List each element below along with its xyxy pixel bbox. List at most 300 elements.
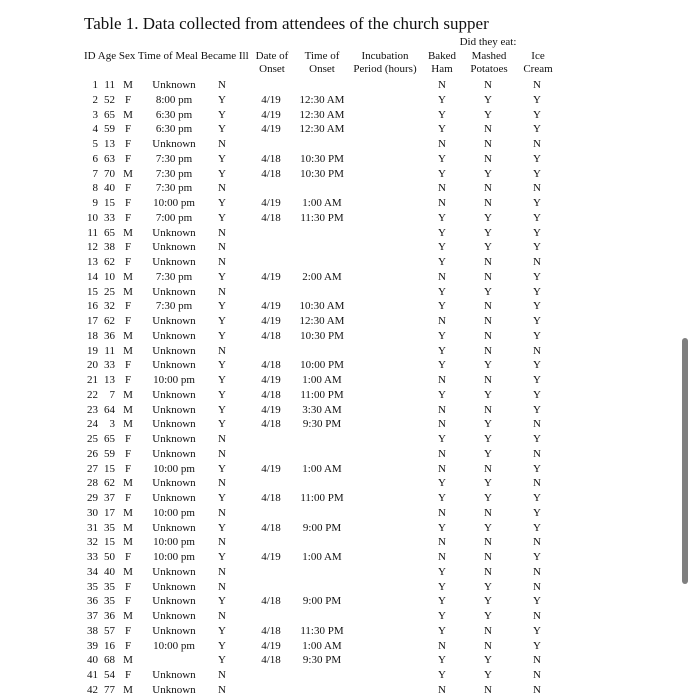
cell-mashed-potatoes: Y bbox=[484, 595, 492, 608]
cell-time-of-meal: 10:00 pm bbox=[153, 197, 195, 209]
cell-age: 3 bbox=[109, 418, 115, 431]
cell-ice-cream: N bbox=[533, 580, 541, 593]
cell-mashed-potatoes: N bbox=[484, 374, 492, 386]
cell-became-ill: N bbox=[218, 610, 226, 622]
cell-time-of-onset: 9:00 PM bbox=[302, 595, 342, 608]
cell-became-ill: N bbox=[218, 447, 226, 460]
cell-date-of-onset: 4/18 bbox=[261, 388, 281, 401]
cell-id: 26 bbox=[87, 447, 98, 460]
cell-baked-ham: N bbox=[438, 683, 446, 696]
table-row bbox=[0, 535, 694, 550]
cell-sex: F bbox=[124, 595, 132, 608]
cell-ice-cream: N bbox=[533, 565, 541, 578]
cell-age: 77 bbox=[104, 683, 115, 696]
cell-date-of-onset: 4/19 bbox=[261, 108, 281, 121]
cell-date-of-onset: 4/18 bbox=[261, 167, 281, 180]
cell-age: 35 bbox=[104, 595, 115, 608]
table-row bbox=[0, 653, 694, 668]
cell-age: 52 bbox=[104, 93, 115, 106]
cell-baked-ham: Y bbox=[438, 433, 446, 445]
cell-mashed-potatoes: Y bbox=[484, 388, 492, 401]
cell-mashed-potatoes: Y bbox=[484, 241, 492, 254]
cell-age: 7 bbox=[109, 388, 115, 401]
header-ice-cream: Ice Cream bbox=[523, 50, 553, 75]
cell-mashed-potatoes: Y bbox=[484, 669, 492, 681]
cell-baked-ham: Y bbox=[438, 285, 446, 298]
table-row bbox=[0, 594, 694, 609]
cell-mashed-potatoes: Y bbox=[484, 433, 492, 445]
cell-id: 6 bbox=[92, 152, 98, 165]
cell-id: 14 bbox=[87, 270, 98, 283]
cell-age: 50 bbox=[104, 551, 115, 563]
cell-id: 34 bbox=[87, 565, 98, 578]
cell-baked-ham: Y bbox=[438, 256, 446, 268]
cell-date-of-onset: 4/19 bbox=[261, 639, 281, 652]
cell-mashed-potatoes: Y bbox=[484, 492, 492, 504]
cell-baked-ham: Y bbox=[438, 93, 446, 106]
cell-became-ill: Y bbox=[218, 521, 226, 534]
cell-mashed-potatoes: Y bbox=[484, 477, 492, 490]
cell-ice-cream: N bbox=[533, 182, 541, 195]
cell-ice-cream: Y bbox=[533, 285, 541, 298]
cell-ice-cream: Y bbox=[533, 595, 541, 608]
cell-became-ill: N bbox=[218, 344, 226, 357]
cell-time-of-onset: 10:30 PM bbox=[300, 329, 344, 342]
cell-ice-cream: Y bbox=[533, 521, 541, 534]
cell-became-ill: Y bbox=[218, 654, 226, 667]
cell-sex: F bbox=[124, 182, 132, 195]
cell-mashed-potatoes: Y bbox=[484, 167, 492, 180]
cell-sex: M bbox=[123, 226, 133, 239]
cell-ice-cream: N bbox=[533, 654, 541, 667]
cell-sex: F bbox=[124, 300, 132, 313]
table-row bbox=[0, 255, 694, 270]
cell-time-of-meal: Unknown bbox=[152, 565, 196, 578]
cell-mashed-potatoes: N bbox=[484, 79, 492, 91]
cell-time-of-onset: 1:00 AM bbox=[302, 374, 342, 386]
cell-time-of-meal: 10:00 pm bbox=[153, 462, 195, 475]
cell-date-of-onset: 4/19 bbox=[261, 93, 281, 106]
cell-ice-cream: Y bbox=[533, 197, 541, 209]
cell-sex: F bbox=[124, 359, 132, 372]
cell-time-of-meal: Unknown bbox=[152, 226, 196, 239]
cell-became-ill: N bbox=[218, 182, 226, 195]
cell-mashed-potatoes: Y bbox=[484, 610, 492, 622]
cell-time-of-meal: Unknown bbox=[152, 344, 196, 357]
cell-mashed-potatoes: Y bbox=[484, 211, 492, 224]
cell-mashed-potatoes: Y bbox=[484, 108, 492, 121]
cell-id: 25 bbox=[87, 433, 98, 445]
table-row bbox=[0, 624, 694, 639]
cell-date-of-onset: 4/19 bbox=[261, 270, 281, 283]
cell-age: 65 bbox=[104, 226, 115, 239]
cell-time-of-meal: Unknown bbox=[152, 595, 196, 608]
cell-baked-ham: N bbox=[438, 506, 446, 519]
cell-id: 2 bbox=[92, 93, 98, 106]
cell-date-of-onset: 4/18 bbox=[261, 359, 281, 372]
cell-age: 68 bbox=[104, 654, 115, 667]
cell-sex: M bbox=[123, 167, 133, 180]
table-row bbox=[0, 476, 694, 491]
cell-age: 64 bbox=[104, 403, 115, 416]
cell-baked-ham: Y bbox=[438, 477, 446, 490]
cell-time-of-onset: 12:30 AM bbox=[299, 108, 345, 121]
table-row bbox=[0, 226, 694, 241]
cell-became-ill: Y bbox=[218, 167, 226, 180]
cell-ice-cream: Y bbox=[533, 374, 541, 386]
cell-time-of-onset: 12:30 AM bbox=[299, 315, 345, 327]
cell-baked-ham: N bbox=[438, 79, 446, 91]
cell-date-of-onset: 4/18 bbox=[261, 654, 281, 667]
cell-time-of-onset: 9:00 PM bbox=[302, 521, 342, 534]
cell-mashed-potatoes: Y bbox=[484, 285, 492, 298]
cell-time-of-onset: 11:00 PM bbox=[300, 492, 344, 504]
cell-id: 28 bbox=[87, 477, 98, 490]
cell-mashed-potatoes: N bbox=[484, 182, 492, 195]
cell-id: 17 bbox=[87, 315, 98, 327]
table-row bbox=[0, 668, 694, 683]
table-row bbox=[0, 403, 694, 418]
cell-time-of-meal: 6:30 pm bbox=[155, 123, 193, 136]
cell-time-of-onset: 10:30 PM bbox=[300, 167, 344, 180]
cell-time-of-meal: 10:00 pm bbox=[153, 536, 195, 549]
cell-time-of-meal: 7:30 pm bbox=[155, 167, 193, 180]
table-row bbox=[0, 462, 694, 477]
cell-age: 32 bbox=[104, 300, 115, 313]
cell-id: 33 bbox=[87, 551, 98, 563]
cell-time-of-meal: 10:00 pm bbox=[153, 551, 195, 563]
cell-mashed-potatoes: N bbox=[484, 344, 492, 357]
cell-time-of-meal: 7:30 pm bbox=[155, 182, 193, 195]
cell-ice-cream: Y bbox=[533, 639, 541, 652]
cell-sex: F bbox=[124, 669, 132, 681]
cell-became-ill: Y bbox=[218, 639, 226, 652]
cell-age: 35 bbox=[104, 521, 115, 534]
cell-became-ill: Y bbox=[218, 300, 226, 313]
cell-age: 37 bbox=[104, 492, 115, 504]
cell-mashed-potatoes: N bbox=[484, 256, 492, 268]
table-row bbox=[0, 417, 694, 432]
cell-ice-cream: Y bbox=[533, 300, 541, 313]
cell-date-of-onset: 4/18 bbox=[261, 152, 281, 165]
cell-age: 35 bbox=[104, 580, 115, 593]
cell-baked-ham: Y bbox=[438, 521, 446, 534]
cell-age: 17 bbox=[104, 506, 115, 519]
cell-time-of-meal: Unknown bbox=[152, 610, 196, 622]
scrollbar[interactable] bbox=[682, 338, 688, 584]
cell-mashed-potatoes: N bbox=[484, 462, 492, 475]
header-baked-ham: Baked Ham bbox=[427, 50, 457, 75]
cell-sex: F bbox=[124, 551, 132, 563]
cell-date-of-onset: 4/19 bbox=[261, 300, 281, 313]
cell-baked-ham: Y bbox=[438, 329, 446, 342]
cell-became-ill: Y bbox=[218, 270, 226, 283]
cell-time-of-onset: 1:00 AM bbox=[302, 197, 342, 209]
table-row bbox=[0, 683, 694, 698]
cell-became-ill: N bbox=[218, 580, 226, 593]
cell-became-ill: N bbox=[218, 138, 226, 150]
cell-mashed-potatoes: N bbox=[484, 300, 492, 313]
cell-sex: F bbox=[124, 315, 132, 327]
cell-ice-cream: Y bbox=[533, 152, 541, 165]
cell-time-of-meal: Unknown bbox=[152, 359, 196, 372]
cell-time-of-meal: Unknown bbox=[152, 138, 196, 150]
cell-id: 13 bbox=[87, 256, 98, 268]
cell-baked-ham: Y bbox=[438, 624, 446, 637]
cell-ice-cream: N bbox=[533, 79, 541, 91]
cell-baked-ham: N bbox=[438, 182, 446, 195]
cell-id: 11 bbox=[87, 226, 98, 239]
cell-baked-ham: Y bbox=[438, 300, 446, 313]
cell-time-of-meal: 7:30 pm bbox=[155, 300, 193, 313]
cell-age: 65 bbox=[104, 108, 115, 121]
cell-date-of-onset: 4/19 bbox=[261, 123, 281, 136]
cell-age: 33 bbox=[104, 211, 115, 224]
cell-time-of-meal: Unknown bbox=[152, 580, 196, 593]
cell-sex: F bbox=[124, 211, 132, 224]
cell-ice-cream: Y bbox=[533, 388, 541, 401]
cell-sex: M bbox=[123, 344, 133, 357]
table-row bbox=[0, 152, 694, 167]
cell-sex: F bbox=[124, 580, 132, 593]
cell-time-of-onset: 9:30 PM bbox=[302, 418, 342, 431]
cell-sex: M bbox=[123, 610, 133, 622]
cell-became-ill: N bbox=[218, 683, 226, 696]
table-row bbox=[0, 240, 694, 255]
cell-id: 36 bbox=[87, 595, 98, 608]
cell-sex: F bbox=[124, 138, 132, 150]
cell-became-ill: N bbox=[218, 285, 226, 298]
cell-date-of-onset: 4/19 bbox=[261, 197, 281, 209]
cell-date-of-onset: 4/19 bbox=[261, 551, 281, 563]
cell-id: 18 bbox=[87, 329, 98, 342]
cell-became-ill: Y bbox=[218, 211, 226, 224]
cell-age: 13 bbox=[104, 138, 115, 150]
cell-age: 36 bbox=[104, 610, 115, 622]
cell-sex: F bbox=[124, 241, 132, 254]
cell-ice-cream: Y bbox=[533, 241, 541, 254]
table-row bbox=[0, 358, 694, 373]
table-body bbox=[0, 78, 694, 698]
cell-id: 21 bbox=[87, 374, 98, 386]
header-date-of-onset: Date of Onset bbox=[255, 50, 289, 75]
cell-ice-cream: N bbox=[533, 138, 541, 150]
cell-became-ill: N bbox=[218, 256, 226, 268]
cell-became-ill: N bbox=[218, 433, 226, 445]
cell-mashed-potatoes: N bbox=[484, 123, 492, 136]
cell-time-of-meal: 7:30 pm bbox=[155, 270, 193, 283]
cell-time-of-onset: 10:30 AM bbox=[299, 300, 345, 313]
cell-baked-ham: Y bbox=[438, 152, 446, 165]
cell-time-of-meal: Unknown bbox=[152, 683, 196, 696]
cell-became-ill: N bbox=[218, 226, 226, 239]
cell-time-of-onset: 1:00 AM bbox=[302, 551, 342, 563]
cell-age: 40 bbox=[104, 565, 115, 578]
table-title: Table 1. Data collected from attendees of the church supper bbox=[84, 14, 489, 33]
cell-id: 5 bbox=[92, 138, 98, 150]
cell-id: 12 bbox=[87, 241, 98, 254]
cell-age: 40 bbox=[104, 182, 115, 195]
header-did-they-eat: Did they eat: bbox=[459, 36, 517, 48]
cell-mashed-potatoes: Y bbox=[484, 580, 492, 593]
cell-baked-ham: N bbox=[438, 551, 446, 563]
cell-became-ill: Y bbox=[218, 492, 226, 504]
cell-time-of-onset: 1:00 AM bbox=[302, 639, 342, 652]
cell-time-of-meal: 6:30 pm bbox=[155, 108, 193, 121]
cell-became-ill: Y bbox=[218, 403, 226, 416]
cell-sex: M bbox=[123, 79, 133, 91]
cell-time-of-meal: Unknown bbox=[152, 403, 196, 416]
cell-time-of-onset: 10:30 PM bbox=[300, 152, 344, 165]
cell-became-ill: N bbox=[218, 506, 226, 519]
cell-baked-ham: Y bbox=[438, 669, 446, 681]
cell-age: 65 bbox=[104, 433, 115, 445]
table-row bbox=[0, 639, 694, 654]
cell-became-ill: Y bbox=[218, 388, 226, 401]
cell-time-of-meal: 10:00 pm bbox=[153, 506, 195, 519]
cell-mashed-potatoes: Y bbox=[484, 226, 492, 239]
cell-baked-ham: N bbox=[438, 197, 446, 209]
cell-time-of-meal: Unknown bbox=[152, 79, 196, 91]
table-row bbox=[0, 432, 694, 447]
cell-id: 15 bbox=[87, 285, 98, 298]
cell-baked-ham: N bbox=[438, 315, 446, 327]
cell-time-of-meal: 7:30 pm bbox=[155, 152, 193, 165]
cell-baked-ham: Y bbox=[438, 388, 446, 401]
cell-became-ill: N bbox=[218, 565, 226, 578]
cell-age: 13 bbox=[104, 374, 115, 386]
table-row bbox=[0, 329, 694, 344]
cell-ice-cream: N bbox=[533, 669, 541, 681]
cell-age: 15 bbox=[104, 536, 115, 549]
cell-became-ill: Y bbox=[218, 197, 226, 209]
cell-became-ill: Y bbox=[218, 418, 226, 431]
cell-became-ill: Y bbox=[218, 108, 226, 121]
cell-baked-ham: Y bbox=[438, 610, 446, 622]
cell-time-of-meal: Unknown bbox=[152, 433, 196, 445]
cell-id: 27 bbox=[87, 462, 98, 475]
cell-time-of-onset: 1:00 AM bbox=[302, 462, 342, 475]
table-row bbox=[0, 122, 694, 137]
table-row bbox=[0, 108, 694, 123]
table-row bbox=[0, 447, 694, 462]
cell-id: 10 bbox=[87, 211, 98, 224]
cell-became-ill: N bbox=[218, 79, 226, 91]
cell-became-ill: Y bbox=[218, 359, 226, 372]
cell-mashed-potatoes: N bbox=[484, 624, 492, 637]
header-time-of-onset: Time of Onset bbox=[304, 50, 340, 75]
cell-became-ill: Y bbox=[218, 123, 226, 136]
cell-ice-cream: Y bbox=[533, 433, 541, 445]
table-row bbox=[0, 137, 694, 152]
cell-baked-ham: N bbox=[438, 374, 446, 386]
cell-mashed-potatoes: Y bbox=[484, 93, 492, 106]
table-row bbox=[0, 211, 694, 226]
cell-sex: M bbox=[123, 536, 133, 549]
cell-age: 36 bbox=[104, 329, 115, 342]
cell-sex: F bbox=[124, 374, 132, 386]
table-row bbox=[0, 181, 694, 196]
cell-time-of-meal: Unknown bbox=[152, 521, 196, 534]
cell-baked-ham: Y bbox=[438, 565, 446, 578]
cell-sex: F bbox=[124, 492, 132, 504]
cell-age: 33 bbox=[104, 359, 115, 372]
cell-sex: M bbox=[123, 388, 133, 401]
cell-ice-cream: Y bbox=[533, 211, 541, 224]
cell-baked-ham: N bbox=[438, 403, 446, 416]
cell-time-of-onset: 11:30 PM bbox=[300, 624, 344, 637]
cell-id: 8 bbox=[92, 182, 98, 195]
cell-time-of-meal: 10:00 pm bbox=[153, 639, 195, 652]
cell-time-of-meal: Unknown bbox=[152, 329, 196, 342]
cell-baked-ham: N bbox=[438, 138, 446, 150]
cell-date-of-onset: 4/18 bbox=[261, 329, 281, 342]
cell-baked-ham: Y bbox=[438, 654, 446, 667]
cell-ice-cream: N bbox=[533, 610, 541, 622]
cell-age: 11 bbox=[104, 79, 115, 91]
cell-ice-cream: Y bbox=[533, 108, 541, 121]
cell-age: 15 bbox=[104, 462, 115, 475]
cell-became-ill: N bbox=[218, 536, 226, 549]
cell-id: 3 bbox=[92, 108, 98, 121]
cell-ice-cream: Y bbox=[533, 226, 541, 239]
cell-baked-ham: Y bbox=[438, 211, 446, 224]
cell-became-ill: N bbox=[218, 241, 226, 254]
cell-id: 40 bbox=[87, 654, 98, 667]
cell-baked-ham: Y bbox=[438, 580, 446, 593]
cell-baked-ham: Y bbox=[438, 123, 446, 136]
cell-mashed-potatoes: N bbox=[484, 197, 492, 209]
cell-id: 23 bbox=[87, 403, 98, 416]
cell-id: 22 bbox=[87, 388, 98, 401]
cell-age: 59 bbox=[104, 447, 115, 460]
cell-sex: M bbox=[123, 654, 133, 667]
cell-mashed-potatoes: N bbox=[484, 565, 492, 578]
cell-age: 62 bbox=[104, 315, 115, 327]
cell-sex: M bbox=[123, 418, 133, 431]
cell-ice-cream: N bbox=[533, 683, 541, 696]
cell-time-of-meal: Unknown bbox=[152, 492, 196, 504]
cell-sex: F bbox=[124, 197, 132, 209]
table-row bbox=[0, 299, 694, 314]
cell-mashed-potatoes: N bbox=[484, 403, 492, 416]
cell-mashed-potatoes: N bbox=[484, 639, 492, 652]
table-row bbox=[0, 167, 694, 182]
cell-age: 15 bbox=[104, 197, 115, 209]
cell-age: 16 bbox=[104, 639, 115, 652]
cell-mashed-potatoes: N bbox=[484, 506, 492, 519]
cell-became-ill: Y bbox=[218, 462, 226, 475]
cell-baked-ham: N bbox=[438, 639, 446, 652]
cell-baked-ham: Y bbox=[438, 108, 446, 121]
header-mashed-potatoes: Mashed Potatoes bbox=[470, 50, 508, 75]
cell-ice-cream: Y bbox=[533, 462, 541, 475]
cell-mashed-potatoes: Y bbox=[484, 418, 492, 431]
cell-baked-ham: Y bbox=[438, 492, 446, 504]
cell-date-of-onset: 4/18 bbox=[261, 624, 281, 637]
table-row bbox=[0, 373, 694, 388]
cell-time-of-meal: 10:00 pm bbox=[153, 374, 195, 386]
cell-became-ill: Y bbox=[218, 551, 226, 563]
cell-sex: F bbox=[124, 152, 132, 165]
cell-ice-cream: N bbox=[533, 477, 541, 490]
cell-time-of-onset: 12:30 AM bbox=[299, 93, 345, 106]
cell-mashed-potatoes: N bbox=[484, 683, 492, 696]
cell-age: 11 bbox=[104, 344, 115, 357]
table-row bbox=[0, 609, 694, 624]
table-row bbox=[0, 78, 694, 93]
cell-mashed-potatoes: N bbox=[484, 329, 492, 342]
